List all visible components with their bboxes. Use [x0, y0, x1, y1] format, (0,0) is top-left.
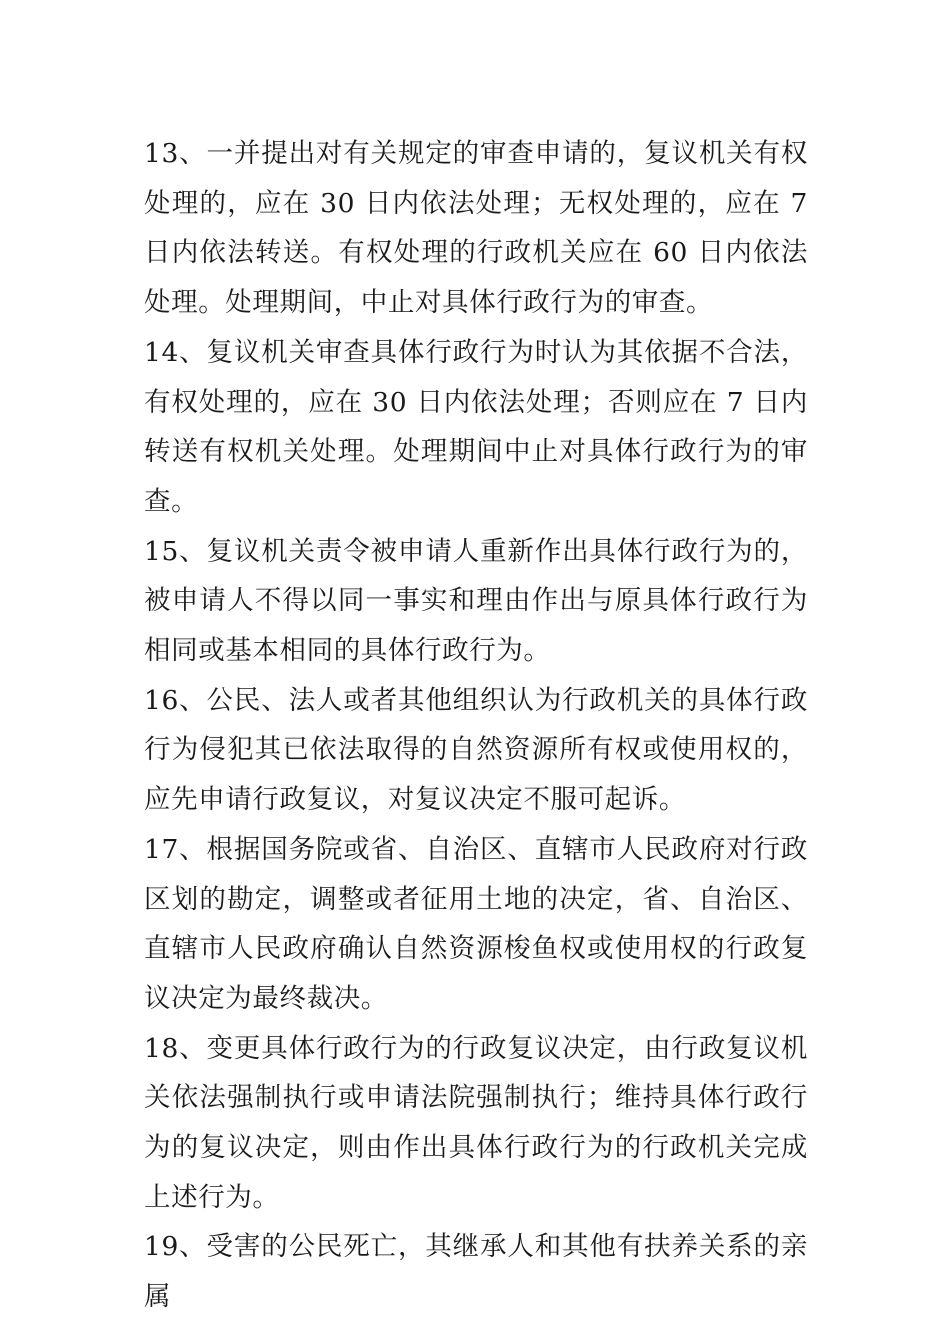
- list-item-19: 19、受害的公民死亡，其继承人和其他有扶养关系的亲属: [144, 1231, 808, 1313]
- document-body: [144, 129, 808, 1322]
- list-item-13: 13、一并提出对有关规定的审查申请的，复议机关有权处理的，应在 30 日内依法处理；无权处理的，应在 7 日内依法转送。有权处理的行政机关应在 60 日内依法处理。处理期间，中止对具体行政行为的审查。: [144, 138, 808, 319]
- list-item-17: 17、根据国务院或省、自治区、直辖市人民政府对行政区划的勘定，调整或者征用土地的决定，省、自治区、直辖市人民政府确认自然资源梭鱼权或使用权的行政复议决定为最终裁决。: [144, 833, 808, 1014]
- list-item-18: 18、变更具体行政行为的行政复议决定，由行政复议机关依法强制执行或申请法院强制执行；维持具体行政行为的复议决定，则由作出具体行政行为的行政机关完成上述行为。: [144, 1032, 808, 1213]
- list-item-15: 15、复议机关责令被申请人重新作出具体行政行为的，被申请人不得以同一事实和理由作出与原具体行政行为相同或基本相同的具体行政行为。: [144, 535, 808, 667]
- list-item-16: 16、公民、法人或者其他组织认为行政机关的具体行政行为侵犯其已依法取得的自然资源所有权或使用权的，应先申请行政复议，对复议决定不服可起诉。: [144, 684, 808, 816]
- list-item-14: 14、复议机关审查具体行政行为时认为其依据不合法，有权处理的，应在 30 日内依法处理；否则应在 7 日内转送有权机关处理。处理期间中止对具体行政行为的审查。: [144, 336, 808, 517]
